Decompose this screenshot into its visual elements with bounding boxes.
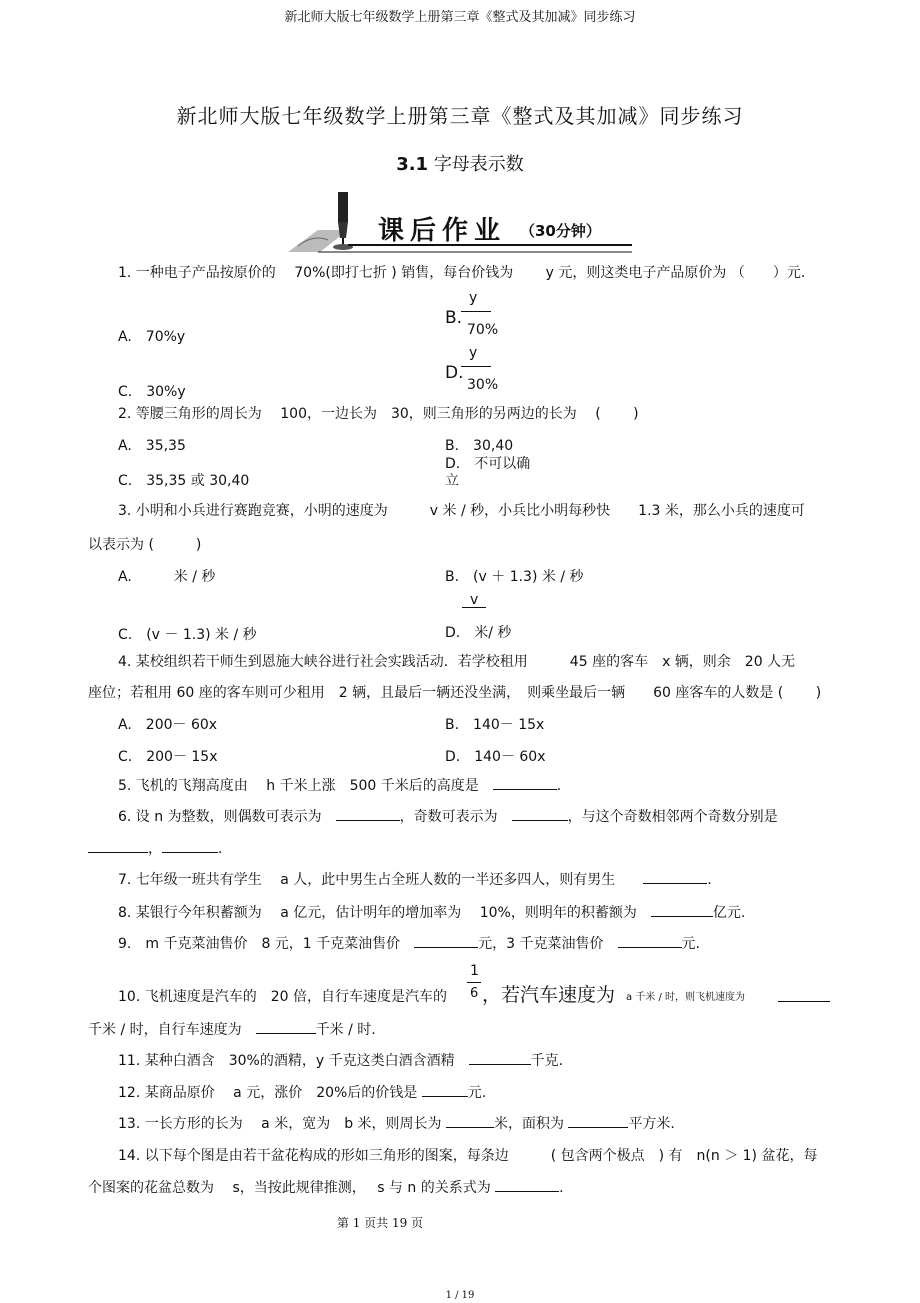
q10-blank-bike[interactable] <box>256 1020 316 1034</box>
q4-option-a: A. 200－ 60x <box>118 717 218 733</box>
section-heading <box>0 150 920 176</box>
q14-end: . <box>559 1180 564 1196</box>
q10-small-text <box>626 988 745 1003</box>
q14-line2 <box>88 1177 564 1197</box>
q10-part-a: 10. 飞机速度是汽车的 20 倍，自行车速度是汽车的 <box>118 989 447 1005</box>
homework-banner <box>288 190 632 258</box>
q8-stem: 8. 某银行今年积蓄额为 a 亿元，估计明年的增加率为 10%，则明年的积蓄额为 <box>118 905 651 921</box>
q2-option-c: C. 35,35 或 30,40 <box>118 473 250 489</box>
q7-end: . <box>707 872 712 888</box>
q5-blank[interactable] <box>493 776 557 790</box>
q1-stem: 1. 一种电子产品按原价的 70%(即打七折 ) 销售，每台价钱为 y 元，则这类电子产品原价为 （ ）元. <box>118 265 806 281</box>
q4-line2: 座位；若租用 60 座的客车则可少租用 2 辆，且最后一辆还没坐满， 则乘坐最后一辆 60 座客车的人数是 ( ) <box>88 685 822 701</box>
q13-blank-area[interactable] <box>568 1114 628 1128</box>
q9 <box>118 933 700 953</box>
q5 <box>118 775 561 795</box>
q1-d-denominator: 30% <box>467 377 499 393</box>
q1-d-fraction-line <box>461 366 491 367</box>
q2-stem: 2. 等腰三角形的周长为 100，一边长为 30，则三角形的另两边的长为 ( ) <box>118 406 639 422</box>
q9-part-b: 元，3 千克菜油售价 <box>478 936 618 952</box>
q14-line1: 14. 以下每个图是由若干盆花构成的形如三角形的图案，每条边 ( 包含两个极点 ) 有 n(n ＞ 1) 盆花，每 <box>118 1148 818 1164</box>
q6-end: . <box>218 841 223 857</box>
q3-line2: 以表示为 ( ) <box>88 537 202 553</box>
q1-b-numerator: y <box>469 290 478 306</box>
q3-fraction-v: v <box>470 592 479 608</box>
q3-line1: 3. 小明和小兵进行赛跑竞赛，小明的速度为 v 米 / 秒，小兵比小明每秒快 1.3 米，那么小兵的速度可 <box>118 503 805 519</box>
q2-option-b: B. 30,40 <box>445 438 514 454</box>
q10-fraction-denominator: 6 <box>470 986 479 1001</box>
q4-option-c: C. 200－ 15x <box>118 749 218 765</box>
q1-d-label: D. <box>445 363 464 383</box>
q1-option-b <box>445 288 505 340</box>
q8 <box>118 902 745 922</box>
q7-stem: 7. 七年级一班共有学生 a 人，此中男生占全班人数的一半还多四人，则有男生 <box>118 872 644 888</box>
q2-option-d-line2: 立 <box>445 473 459 489</box>
q9-blank-3kg[interactable] <box>618 934 682 948</box>
section-name: 字母表示数 <box>433 154 524 175</box>
q12 <box>118 1082 486 1102</box>
q10-large-text: ，若汽车速度为 <box>482 984 616 1006</box>
q10-small-stem: a 千米 / 时，则飞机速度为 <box>626 992 746 1003</box>
q3-option-b: B. (v ＋ 1.3) 米 / 秒 <box>445 569 584 585</box>
q6-separator: ， <box>148 841 162 857</box>
q12-stem: 12. 某商品原价 a 元，涨价 20%后的价钱是 <box>118 1085 422 1101</box>
q6-part-b: ，奇数可表示为 <box>399 809 512 825</box>
q11 <box>118 1050 563 1070</box>
q1-b-label: B. <box>445 308 463 328</box>
banner-time: （30分钟） <box>520 222 601 240</box>
q3-option-a: A. 米 / 秒 <box>118 569 216 585</box>
q6-blank-neighbor2[interactable] <box>162 839 218 853</box>
q14-line2-text: 个图案的花盆总数为 s，当按此规律推测， s 与 n 的关系式为 <box>88 1180 496 1196</box>
q5-end: . <box>556 778 562 794</box>
q9-part-a: 9. m 千克菜油售价 8 元，1 千克菜油售价 <box>118 936 415 952</box>
q4-option-b: B. 140－ 15x <box>445 717 545 733</box>
q6-blank-neighbor1[interactable] <box>88 839 148 853</box>
q13-blank-perimeter[interactable] <box>446 1114 494 1128</box>
q13-part-b: 米，面积为 <box>493 1116 569 1132</box>
q1-b-denominator: 70% <box>467 322 499 338</box>
q10-line2-b: 千米 / 时. <box>315 1022 376 1038</box>
q12-end: 元. <box>467 1085 487 1101</box>
q10-line2 <box>88 1019 376 1039</box>
page-count: 第 1 页共 19 页 <box>336 1216 424 1230</box>
q6-blank-even[interactable] <box>336 807 400 821</box>
q10-blank-plane[interactable] <box>778 988 830 1002</box>
q10-fraction-line <box>467 982 481 983</box>
q11-stem: 11. 某种白酒含 30%的酒精，y 千克这类白酒含酒精 <box>118 1053 469 1069</box>
q12-blank[interactable] <box>422 1083 468 1097</box>
q13-part-a: 13. 一长方形的长为 a 米，宽为 b 米，则周长为 <box>118 1116 446 1132</box>
q2-option-a: A. 35,35 <box>118 438 186 454</box>
q8-end: 亿元. <box>712 905 746 921</box>
q3-option-d: D. 米/ 秒 <box>445 625 512 641</box>
banner-title: 课后作业 <box>378 216 507 246</box>
q1-option-c: C. 30%y <box>118 384 186 400</box>
q4-line1: 4. 某校组织若干师生到恩施大峡谷进行社会实践活动．若学校租用 45 座的客车 x 辆，则余 20 人无 <box>118 654 796 670</box>
q13-end: 平方米. <box>628 1116 675 1132</box>
q7 <box>118 869 712 889</box>
q9-end: 元. <box>681 936 700 952</box>
q6-line2 <box>88 838 222 858</box>
q1-option-d <box>445 343 505 395</box>
q14-blank[interactable] <box>495 1178 559 1192</box>
q8-blank[interactable] <box>651 903 713 917</box>
q7-blank[interactable] <box>643 870 707 884</box>
q6-part-c: ，与这个奇数相邻两个奇数分别是 <box>567 809 778 825</box>
q1-d-numerator: y <box>469 345 478 361</box>
q6-line1 <box>118 806 778 826</box>
q2-option-d-line1: D. 不可以确 <box>445 456 531 472</box>
document-title: 新北师大版七年级数学上册第三章《整式及其加减》同步练习 <box>176 104 744 128</box>
q9-blank-1kg[interactable] <box>414 934 478 948</box>
q1-b-fraction-line <box>461 311 491 312</box>
q10-line2-a: 千米 / 时，自行车速度为 <box>88 1022 256 1038</box>
q11-blank[interactable] <box>469 1051 531 1065</box>
q3-fraction-line <box>462 607 486 608</box>
section-number: 3.1 <box>396 154 429 175</box>
q6-part-a: 6. 设 n 为整数，则偶数可表示为 <box>118 809 336 825</box>
q10-fraction-numerator: 1 <box>470 963 479 979</box>
page-indicator: 1 / 19 <box>445 1290 475 1301</box>
q1-option-a: A. 70%y <box>118 329 186 345</box>
q5-stem: 5. 飞机的飞翔高度由 h 千米上涨 500 千米后的高度是 <box>118 778 493 794</box>
q13 <box>118 1113 675 1133</box>
q6-blank-odd[interactable] <box>512 807 568 821</box>
running-header: 新北师大版七年级数学上册第三章《整式及其加减》同步练习 <box>284 10 636 25</box>
q4-option-d: D. 140－ 60x <box>445 749 546 765</box>
q3-option-c: C. (v － 1.3) 米 / 秒 <box>118 627 257 643</box>
q11-end: 千克. <box>530 1053 564 1069</box>
